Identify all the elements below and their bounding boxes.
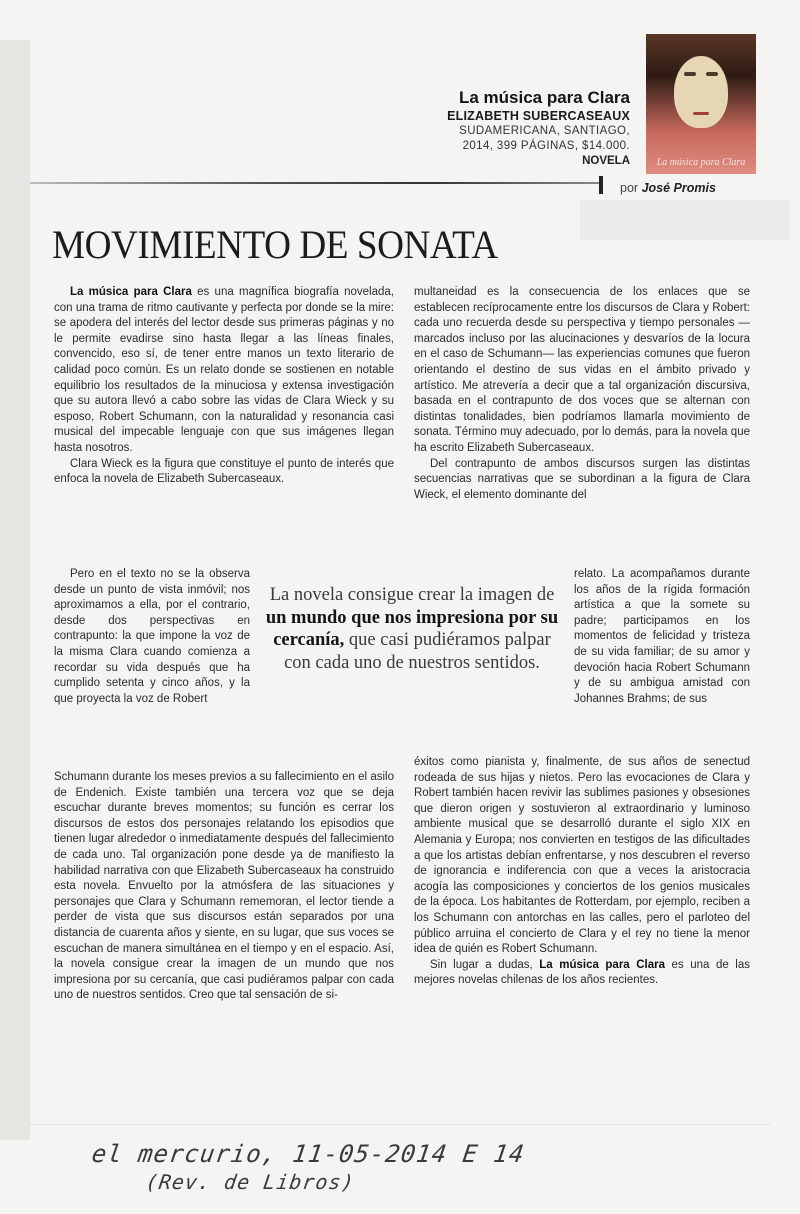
article-column-right-bottom [414, 755, 750, 989]
book-genre: NOVELA [582, 155, 630, 167]
paragraph-3-part-a: Pero en el texto no se la observa desde un punto de vista inmóvil; nos aproximamos a ella, por el contrario, desde dos perspectivas en contrapunto: la que impone la voz de la misma Clara cuando comienza a recordar su vida después que ha cumplido setenta y cinco años, y la que proyecta la voz de Robert [54, 568, 250, 705]
book-cover-image [646, 34, 756, 174]
paragraph-3-part-c: multaneidad es la consecuencia de los enlaces que se establecen recíprocamente entre los discursos de Clara y Robert: cada uno recuerda desde su perspectiva y tiempo personales —marcados incluso por las alucinaciones y desvaríos de la locura en el caso de Schumann— las experiencias comunes que fueron orientando el destino de sus vidas en el ámbito privado y artístico. Me atrevería a decir que a tal organización discursiva, basada en el contrapunto de dos voces que se alternan con distintas tonalidades, bien podríamos llamarla movimiento de sonata. Término muy adecuado, por lo demás, para la novela que ha escrito Elizabeth Subercaseaux. [414, 286, 750, 454]
book-title-inline: La música para Clara [70, 286, 192, 298]
byline-author: José Promis [641, 181, 716, 195]
clipping-edge [30, 1124, 770, 1125]
book-publisher-line2: 2014, 399 PÁGINAS, $14.000. [462, 140, 630, 152]
article-column-left-bottom [54, 770, 394, 1004]
byline-prefix: por [620, 181, 639, 195]
byline [620, 181, 716, 195]
cover-portrait-eye [706, 72, 718, 76]
header-divider [30, 182, 600, 184]
handwritten-line-1: el mercurio, 11-05-2014 E 14 [90, 1140, 527, 1168]
book-publisher-line1: SUDAMERICANA, SANTIAGO, [459, 125, 630, 137]
paragraph-2: Clara Wieck es la figura que constituye el punto de interés que enfoca la novela de Elizabeth Subercaseaux. [54, 457, 394, 486]
bleed-through-shadow [0, 40, 30, 1140]
paragraph-4-part-c: éxitos como pianista y, finalmente, de sus años de senectud rodeada de sus hijas y nietos. Pero las evocaciones de Clara y Robert también hacen revivir las sublimes pasiones y obsesiones que dieron origen y sostuvieron al extraordinario y luminoso ambiente musical que se desarrolló durante el siglo XIX en Alemania y Europa; nos convierten en testigos de las dificultades a que los artistas debían enfrentarse, y nos descubren el reverso de ignorancia e indiferencia con que a veces la aristocracia acogía las composiciones y conciertos de los genios musicales de la época. Los habitantes de Rotterdam, por ejemplo, reciben a los Schumann con antorchas en las calles, pero el parloteo del público arruina el concierto de Clara y el rey no tiene la menor idea de quién es Robert Schumann. [414, 756, 750, 956]
divider-tick [599, 176, 603, 194]
book-author: ELIZABETH SUBERCASEAUX [447, 109, 630, 123]
article-column-left-top [54, 285, 394, 488]
pull-quote-emphasis: un mundo que nos impresiona por su cercanía, [265, 607, 559, 650]
paragraph-5-start: Sin lugar a dudas, [430, 958, 540, 971]
book-title-inline: La música para Clara [539, 958, 666, 971]
handwritten-line-2: (Rev. de Libros) [144, 1170, 357, 1194]
paragraph-5-end: es una de las mejores novelas chilenas de los años recientes. [414, 958, 750, 987]
paragraph-1: es una magnífica biografía novelada, con una trama de ritmo cautivante y perfecta por donde se la mire: se apodera del interés del lector desde sus primeras páginas y no le permite evadirse sino hasta llegar a las líneas finales, convencido, eso sí, de tener entre manos un texto literario de calidad poco común. Es un relato donde se sostienen en notable equilibrio los resultados de la minuciosa y extensa investigación que su autora llevó a cabo sobre las vidas de Clara Wieck y su esposo, Robert Schumann, con la naturalidad y resonancia casi musical del impecable lenguaje con que sus imágenes llegan hasta nosotros. [54, 286, 394, 454]
paragraph-3-part-b: Schumann durante los meses previos a su fallecimiento en el asilo de Endenich. Existe también una tercera voz que se deja escuchar durante breves momentos; su función es cerrar los discursos de estos dos personajes relatando los episodios que tienen lugar alrededor o inmediatamente después del fallecimiento de cada uno. Tal organización pone desde ya de manifiesto la habilidad narrativa con que Elizabeth Subercaseaux ha construido esta novela. Envuelto por la atmósfera de las situaciones y personajes que Clara y Schumann rememoran, el lector tiende a perder de vista que sus discursos están separados por una distancia de cuarenta años y siente, en su lugar, que sus voces se escuchan de manera simultánea en el tiempo y en el espacio. Así, la novela consigue crear la imagen de un mundo que nos impresiona por su cercanía, que casi pudiéramos palpar con cada uno de nuestros sentidos. Creo que tal sensación de si- [54, 771, 394, 1002]
paragraph-4-part-a: Del contrapunto de ambos discursos surgen las distintas secuencias narrativas que se subordinan a la figura de Clara Wieck, el elemento dominante del [414, 457, 750, 501]
cover-portrait-eye [684, 72, 696, 76]
bleed-through-shadow [580, 200, 790, 240]
paragraph-4-part-b: relato. La acompañamos durante los años de la rígida formación artística a que la somete su padre; participamos en los momentos de felicidad y tristeza de su vida familiar; de su amor y devoción hacia Robert Schumann y de su ambigua amistad con Johannes Brahms; de sus [574, 568, 750, 705]
book-title: La música para Clara [458, 88, 630, 107]
handwritten-source-note [86, 1140, 526, 1196]
article-headline: MOVIMIENTO DE SONATA [52, 222, 498, 267]
cover-title: La música para Clara [656, 157, 746, 168]
cover-portrait-mouth [693, 112, 709, 115]
book-info [447, 88, 630, 169]
pull-quote [262, 584, 562, 674]
article-column-right-narrow [574, 567, 750, 707]
cover-portrait-face [674, 56, 728, 128]
article-column-left-narrow [54, 567, 250, 707]
pull-quote-end: que casi pudiéramos palpar con cada uno de nuestros sentidos. [284, 630, 551, 673]
pull-quote-start: La novela consigue crear la imagen de [269, 585, 555, 605]
article-column-right-top [414, 285, 750, 503]
